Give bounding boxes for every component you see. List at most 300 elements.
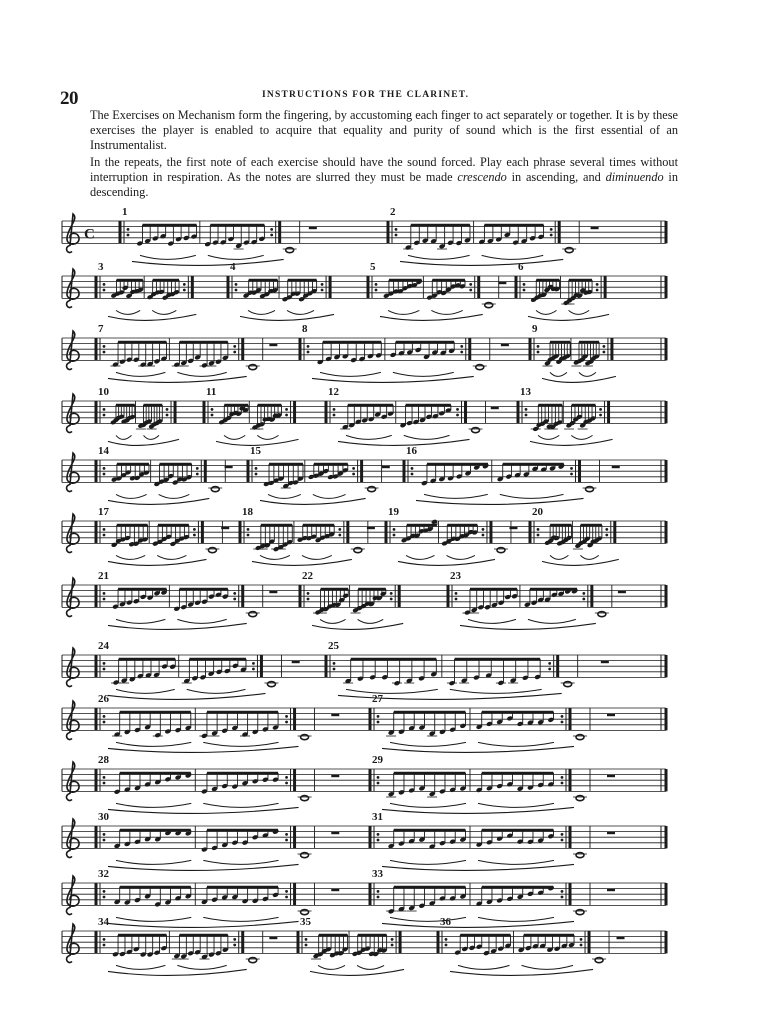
repeat-dot xyxy=(338,534,341,537)
exercise-number: 33 xyxy=(372,868,383,880)
exercise-number: 19 xyxy=(388,506,399,518)
slur xyxy=(268,494,301,498)
slur xyxy=(116,435,132,439)
phrase-slur xyxy=(398,559,495,565)
repeat-dot xyxy=(561,896,564,899)
slur xyxy=(424,494,488,498)
repeat-dot xyxy=(377,839,380,842)
repeat-dot xyxy=(270,234,273,237)
repeat-dot xyxy=(307,598,310,601)
repeat-dot xyxy=(103,944,106,947)
phrase-slur xyxy=(240,314,334,320)
page-number: 20 xyxy=(60,88,78,109)
repeat-dot xyxy=(377,721,380,724)
repeat-dot xyxy=(537,534,540,537)
repeat-dot xyxy=(166,408,169,411)
phrase-slur xyxy=(260,498,366,504)
phrase-slur xyxy=(310,969,404,975)
slur xyxy=(302,555,332,559)
exercise-number: 7 xyxy=(98,323,104,335)
repeat-dot xyxy=(561,721,564,724)
slur xyxy=(313,494,346,498)
whole-note xyxy=(576,910,584,915)
phrase-slur xyxy=(108,864,299,870)
repeat-dot xyxy=(352,473,355,476)
phrase-slur xyxy=(338,439,470,445)
whole-note xyxy=(354,548,362,553)
repeat-dot xyxy=(255,473,258,476)
repeat-dot xyxy=(537,351,540,354)
treble-clef-icon xyxy=(66,876,79,915)
whole-rest xyxy=(498,282,506,285)
repeat-dot xyxy=(321,283,324,286)
whole-rest xyxy=(501,344,509,347)
slur xyxy=(203,742,278,746)
repeat-dot xyxy=(537,528,540,531)
phrase-slur xyxy=(312,376,474,382)
repeat-dot xyxy=(456,414,459,417)
repeat-dot xyxy=(455,592,458,595)
whole-note xyxy=(267,682,275,687)
repeat-dot xyxy=(103,721,106,724)
exercise-number: 21 xyxy=(98,570,109,582)
whole-note xyxy=(286,248,294,253)
slur xyxy=(159,494,190,498)
exercise-number: 28 xyxy=(98,754,109,766)
exercise-number: 27 xyxy=(372,693,383,705)
whole-note xyxy=(249,958,257,963)
repeat-dot xyxy=(285,833,288,836)
slur xyxy=(390,860,466,864)
whole-note xyxy=(211,487,219,492)
repeat-dot xyxy=(390,598,393,601)
treble-clef-icon xyxy=(66,924,79,963)
repeat-dot xyxy=(103,283,106,286)
phrase-slur xyxy=(108,498,209,504)
whole-note xyxy=(576,796,584,801)
whole-rest xyxy=(382,466,390,469)
repeat-dot xyxy=(605,528,608,531)
exercise-number: 8 xyxy=(302,323,308,335)
whole-rest xyxy=(331,714,339,717)
slur xyxy=(187,689,246,693)
whole-rest xyxy=(331,775,339,778)
slur xyxy=(318,965,345,969)
repeat-dot xyxy=(411,473,414,476)
repeat-dot xyxy=(103,351,106,354)
repeat-dot xyxy=(561,782,564,785)
repeat-dot xyxy=(270,228,273,231)
repeat-dot xyxy=(285,776,288,779)
repeat-dot xyxy=(550,228,553,231)
repeat-dot xyxy=(548,668,551,671)
slur xyxy=(116,742,191,746)
treble-clef-icon xyxy=(66,331,79,370)
whole-rest xyxy=(269,937,277,940)
repeat-dot xyxy=(285,715,288,718)
slur xyxy=(116,917,191,921)
whole-rest xyxy=(591,227,599,230)
slur xyxy=(538,435,559,439)
treble-clef-icon xyxy=(66,762,79,801)
repeat-dot xyxy=(455,598,458,601)
whole-rest xyxy=(221,527,229,530)
repeat-dot xyxy=(183,283,186,286)
repeat-dot xyxy=(103,534,106,537)
repeat-dot xyxy=(460,345,463,348)
slur xyxy=(388,310,419,314)
repeat-dot xyxy=(456,408,459,411)
repeat-dot xyxy=(561,833,564,836)
slur xyxy=(571,435,592,439)
phrase-slur xyxy=(108,746,299,752)
repeat-dot xyxy=(103,938,106,941)
repeat-dot xyxy=(103,782,106,785)
treble-clef-icon xyxy=(66,453,79,492)
exercise-number: 34 xyxy=(98,916,109,928)
whole-rest xyxy=(331,832,339,835)
repeat-dot xyxy=(482,528,485,531)
repeat-dot xyxy=(285,782,288,785)
exercise-number: 20 xyxy=(532,506,543,518)
intro-repeats-text-b: in ascending, and xyxy=(506,169,606,184)
whole-note xyxy=(301,735,309,740)
repeat-dot xyxy=(395,228,398,231)
repeat-dot xyxy=(580,938,583,941)
repeat-dot xyxy=(570,467,573,470)
whole-note xyxy=(249,612,257,617)
repeat-dot xyxy=(445,944,448,947)
slur xyxy=(500,494,564,498)
slur xyxy=(390,917,466,921)
phrase-slur xyxy=(108,623,247,629)
exercise-number: 16 xyxy=(406,445,417,457)
slur xyxy=(478,917,554,921)
repeat-dot xyxy=(103,592,106,595)
slur xyxy=(528,619,576,623)
slur xyxy=(177,372,226,376)
exercise-number: 12 xyxy=(328,386,339,398)
treble-clef-icon xyxy=(66,648,79,687)
phrase-slur xyxy=(416,498,584,504)
repeat-dot xyxy=(307,351,310,354)
phrase-slur xyxy=(542,376,616,382)
repeat-dot xyxy=(445,938,448,941)
exercise-number: 1 xyxy=(122,206,128,218)
repeat-dot xyxy=(183,289,186,292)
repeat-dot xyxy=(411,467,414,470)
slur xyxy=(116,372,165,376)
repeat-dot xyxy=(211,408,214,411)
slur xyxy=(478,860,554,864)
phrase-slur xyxy=(382,746,574,752)
phrase-slur xyxy=(108,969,247,975)
repeat-dot xyxy=(375,283,378,286)
slur xyxy=(569,310,590,314)
repeat-dot xyxy=(537,345,540,348)
repeat-dot xyxy=(196,467,199,470)
exercise-number: 13 xyxy=(520,386,531,398)
time-signature: C xyxy=(84,226,95,243)
repeat-dot xyxy=(605,534,608,537)
repeat-dot xyxy=(305,938,308,941)
slur xyxy=(393,372,454,376)
phrase-slur xyxy=(542,559,619,565)
slur xyxy=(346,435,392,439)
whole-note xyxy=(249,365,257,370)
whole-rest xyxy=(309,227,317,230)
slur xyxy=(116,619,165,623)
repeat-dot xyxy=(103,662,106,665)
repeat-dot xyxy=(377,896,380,899)
repeat-dot xyxy=(603,345,606,348)
whole-note xyxy=(472,428,480,433)
slur xyxy=(260,555,290,559)
slur xyxy=(390,742,466,746)
repeat-dot xyxy=(103,598,106,601)
repeat-dot xyxy=(599,414,602,417)
slur xyxy=(450,689,542,693)
repeat-dot xyxy=(582,592,585,595)
repeat-dot xyxy=(377,833,380,836)
exercise-number: 22 xyxy=(302,570,313,582)
exercise-number: 10 xyxy=(98,386,109,398)
whole-rest xyxy=(269,344,277,347)
whole-rest xyxy=(225,466,233,469)
repeat-dot xyxy=(285,721,288,724)
slur xyxy=(468,619,516,623)
repeat-dot xyxy=(103,408,106,411)
repeat-dot xyxy=(599,408,602,411)
whole-rest xyxy=(607,889,615,892)
repeat-dot xyxy=(460,351,463,354)
repeat-dot xyxy=(550,234,553,237)
crescendo-term: crescendo xyxy=(457,169,507,184)
exercise-number: 32 xyxy=(98,868,109,880)
repeat-dot xyxy=(103,289,106,292)
whole-rest xyxy=(292,661,300,664)
phrase-slur xyxy=(382,807,574,813)
treble-clef-icon xyxy=(66,578,79,617)
repeat-dot xyxy=(469,283,472,286)
repeat-dot xyxy=(523,283,526,286)
repeat-dot xyxy=(285,890,288,893)
repeat-dot xyxy=(391,944,394,947)
repeat-dot xyxy=(580,944,583,947)
exercise-number: 14 xyxy=(98,445,109,457)
repeat-dot xyxy=(235,289,238,292)
repeat-dot xyxy=(561,839,564,842)
repeat-dot xyxy=(525,414,528,417)
whole-rest xyxy=(607,775,615,778)
repeat-dot xyxy=(525,408,528,411)
whole-note xyxy=(565,248,573,253)
slur xyxy=(406,555,434,559)
slur xyxy=(116,965,165,969)
phrase-slur xyxy=(380,314,483,320)
slur xyxy=(116,555,145,559)
whole-rest xyxy=(607,832,615,835)
treble-clef-icon xyxy=(66,394,79,433)
whole-note xyxy=(476,365,484,370)
slur xyxy=(224,435,245,439)
repeat-dot xyxy=(103,776,106,779)
repeat-dot xyxy=(305,944,308,947)
repeat-dot xyxy=(393,534,396,537)
repeat-dot xyxy=(285,896,288,899)
exercise-number: 18 xyxy=(242,506,253,518)
phrase-slur xyxy=(530,439,613,445)
repeat-dot xyxy=(582,598,585,601)
phrase-slur xyxy=(108,376,247,382)
exercise-number: 31 xyxy=(372,811,383,823)
exercise-number: 17 xyxy=(98,506,109,518)
treble-clef-icon xyxy=(66,214,79,253)
repeat-dot xyxy=(103,833,106,836)
slur xyxy=(579,372,596,376)
repeat-dot xyxy=(377,890,380,893)
slur xyxy=(346,689,438,693)
phrase-slur xyxy=(450,969,593,975)
phrase-slur xyxy=(400,259,563,265)
exercise-number: 5 xyxy=(370,261,376,273)
repeat-dot xyxy=(377,715,380,718)
whole-rest xyxy=(618,591,626,594)
repeat-dot xyxy=(603,351,606,354)
repeat-dot xyxy=(307,345,310,348)
slur xyxy=(208,255,264,259)
whole-rest xyxy=(601,661,609,664)
slur xyxy=(157,555,186,559)
phrase-slur xyxy=(108,439,179,445)
whole-rest xyxy=(491,407,499,410)
repeat-dot xyxy=(103,668,106,671)
repeat-dot xyxy=(523,289,526,292)
repeat-dot xyxy=(166,414,169,417)
repeat-dot xyxy=(561,715,564,718)
slur xyxy=(390,803,466,807)
whole-note xyxy=(564,682,572,687)
phrase-slur xyxy=(312,623,403,629)
slur xyxy=(248,310,275,314)
slur xyxy=(458,965,510,969)
whole-note xyxy=(301,910,309,915)
slur xyxy=(431,310,462,314)
repeat-dot xyxy=(252,668,255,671)
phrase-slur xyxy=(132,259,284,265)
repeat-dot xyxy=(196,473,199,476)
exercise-number: 36 xyxy=(440,916,451,928)
exercise-number: 30 xyxy=(98,811,109,823)
whole-rest xyxy=(607,714,615,717)
whole-note xyxy=(586,487,594,492)
slur xyxy=(177,619,226,623)
repeat-dot xyxy=(469,289,472,292)
phrase-slur xyxy=(108,559,206,565)
repeat-dot xyxy=(390,592,393,595)
whole-note xyxy=(576,853,584,858)
whole-note xyxy=(497,548,505,553)
exercise-number: 15 xyxy=(250,445,261,457)
repeat-dot xyxy=(377,776,380,779)
repeat-dot xyxy=(285,408,288,411)
slur xyxy=(408,255,470,259)
repeat-dot xyxy=(193,534,196,537)
repeat-dot xyxy=(395,234,398,237)
slur xyxy=(536,310,557,314)
phrase-slur xyxy=(382,921,574,927)
intro-paragraph-mechanism: The Exercises on Mechanism form the fingering, by accustoming each finger to act separately or together. It is by these exercises the player is enabled to acquire that equality and purity of sound which is the first essential of an Instrumentalist. xyxy=(90,108,678,153)
slur xyxy=(320,619,346,623)
whole-rest xyxy=(367,527,375,530)
repeat-dot xyxy=(103,345,106,348)
phrase-slur xyxy=(528,314,609,320)
repeat-dot xyxy=(252,662,255,665)
repeat-dot xyxy=(103,528,106,531)
exercise-number: 26 xyxy=(98,693,109,705)
slur xyxy=(152,310,176,314)
exercise-number: 23 xyxy=(450,570,461,582)
exercise-number: 24 xyxy=(98,640,109,652)
repeat-dot xyxy=(103,890,106,893)
repeat-dot xyxy=(247,534,250,537)
slur xyxy=(116,689,175,693)
repeat-dot xyxy=(482,534,485,537)
repeat-dot xyxy=(321,289,324,292)
slur xyxy=(257,435,278,439)
slur xyxy=(116,860,191,864)
whole-note xyxy=(598,612,606,617)
whole-rest xyxy=(617,937,625,940)
slur xyxy=(478,803,554,807)
repeat-dot xyxy=(193,528,196,531)
phrase-slur xyxy=(252,559,352,565)
whole-note xyxy=(485,303,493,308)
slur xyxy=(446,555,474,559)
phrase-slur xyxy=(382,864,574,870)
repeat-dot xyxy=(352,467,355,470)
whole-rest xyxy=(331,889,339,892)
slur xyxy=(177,965,226,969)
exercise-number: 6 xyxy=(518,261,524,273)
phrase-slur xyxy=(108,807,299,813)
repeat-dot xyxy=(103,896,106,899)
phrase-slur xyxy=(108,693,265,699)
whole-note xyxy=(368,487,376,492)
repeat-dot xyxy=(561,890,564,893)
whole-note xyxy=(595,958,603,963)
exercise-number: 11 xyxy=(206,386,217,398)
slur xyxy=(116,310,140,314)
slur xyxy=(203,803,278,807)
repeat-dot xyxy=(233,938,236,941)
intro-repeats-text-a: In the repeats, the first note of each exercise should have the sound forced. Play each phrase several times without interruption in respiration. As the notes are slurred they must be made xyxy=(90,154,678,184)
whole-rest xyxy=(269,591,277,594)
repeat-dot xyxy=(307,592,310,595)
repeat-dot xyxy=(233,351,236,354)
phrase-slur xyxy=(460,623,596,629)
slur xyxy=(522,965,574,969)
repeat-dot xyxy=(233,944,236,947)
repeat-dot xyxy=(103,839,106,842)
repeat-dot xyxy=(233,592,236,595)
repeat-dot xyxy=(333,668,336,671)
phrase-slur xyxy=(108,314,196,320)
repeat-dot xyxy=(103,467,106,470)
repeat-dot xyxy=(285,414,288,417)
repeat-dot xyxy=(375,289,378,292)
exercise-number: 9 xyxy=(532,323,538,335)
